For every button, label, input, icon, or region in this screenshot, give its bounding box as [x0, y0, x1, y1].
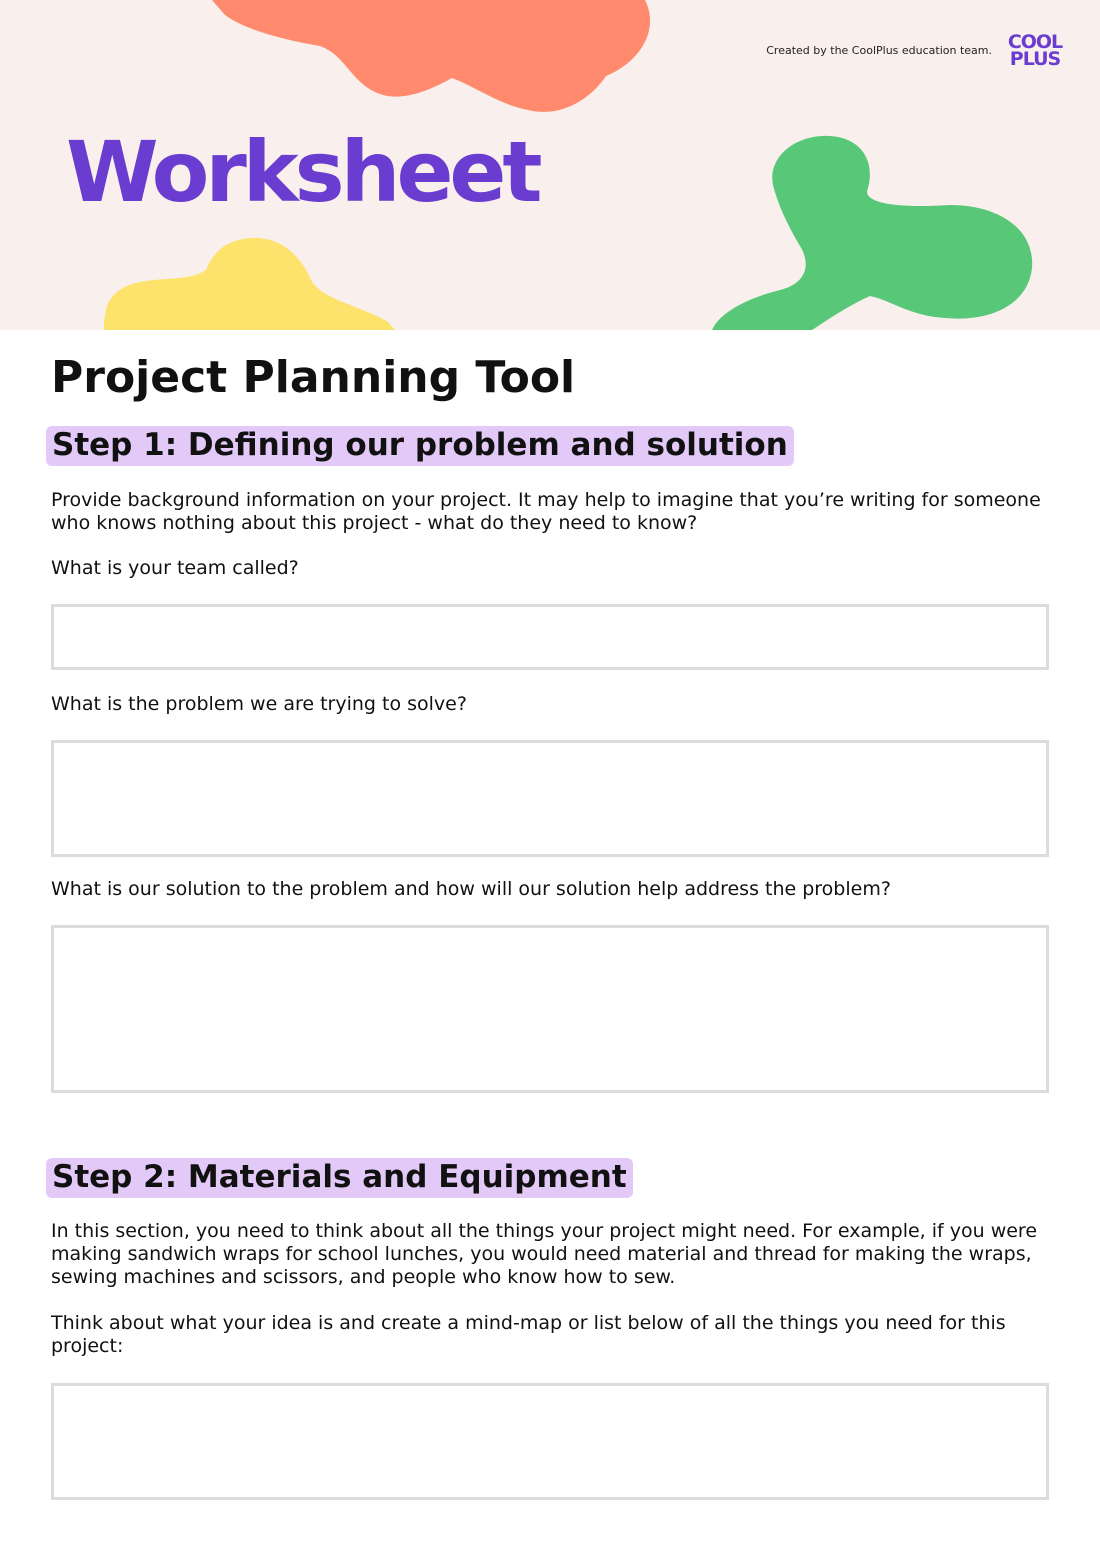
page-title: Project Planning Tool: [51, 352, 576, 403]
yellow-blob: [104, 238, 395, 330]
coral-blob: [212, 0, 650, 112]
step2-prompt: Think about what your idea is and create a mind-map or list below of all the things you need for this project:: [51, 1312, 1006, 1357]
team-name-answer-box[interactable]: [51, 604, 1049, 670]
solution-answer-box[interactable]: [51, 925, 1049, 1093]
step1-heading: Step 1: Defining our problem and solution: [46, 426, 794, 466]
question-team-name: What is your team called?: [51, 557, 299, 579]
question-problem: What is the problem we are trying to solve?: [51, 693, 467, 715]
step2-heading: Step 2: Materials and Equipment: [46, 1158, 633, 1198]
worksheet-title: Worksheet: [66, 123, 539, 221]
coolplus-logo: [1003, 31, 1067, 70]
materials-answer-box[interactable]: [51, 1383, 1049, 1500]
step2-intro: In this section, you need to think about all the things your project might need. For example, if you were making sandwich wraps for school lunches, you would need material and thread for making the wraps, sewing machines and scissors, and people who know how to sew.: [51, 1220, 1038, 1288]
green-blob: [712, 136, 1032, 330]
problem-answer-box[interactable]: [51, 740, 1049, 857]
logo-line-plus: PLUS: [1009, 48, 1061, 70]
step1-intro: Provide background information on your project. It may help to imagine that you’re writing for someone who knows nothing about this project - what do they need to know?: [51, 489, 1041, 534]
question-solution: What is our solution to the problem and how will our solution help address the problem?: [51, 878, 891, 900]
worksheet-header: [0, 0, 1100, 330]
logo-line-cool: COOL: [1007, 31, 1063, 53]
credit-text: Created by the CoolPlus education team.: [766, 44, 992, 57]
